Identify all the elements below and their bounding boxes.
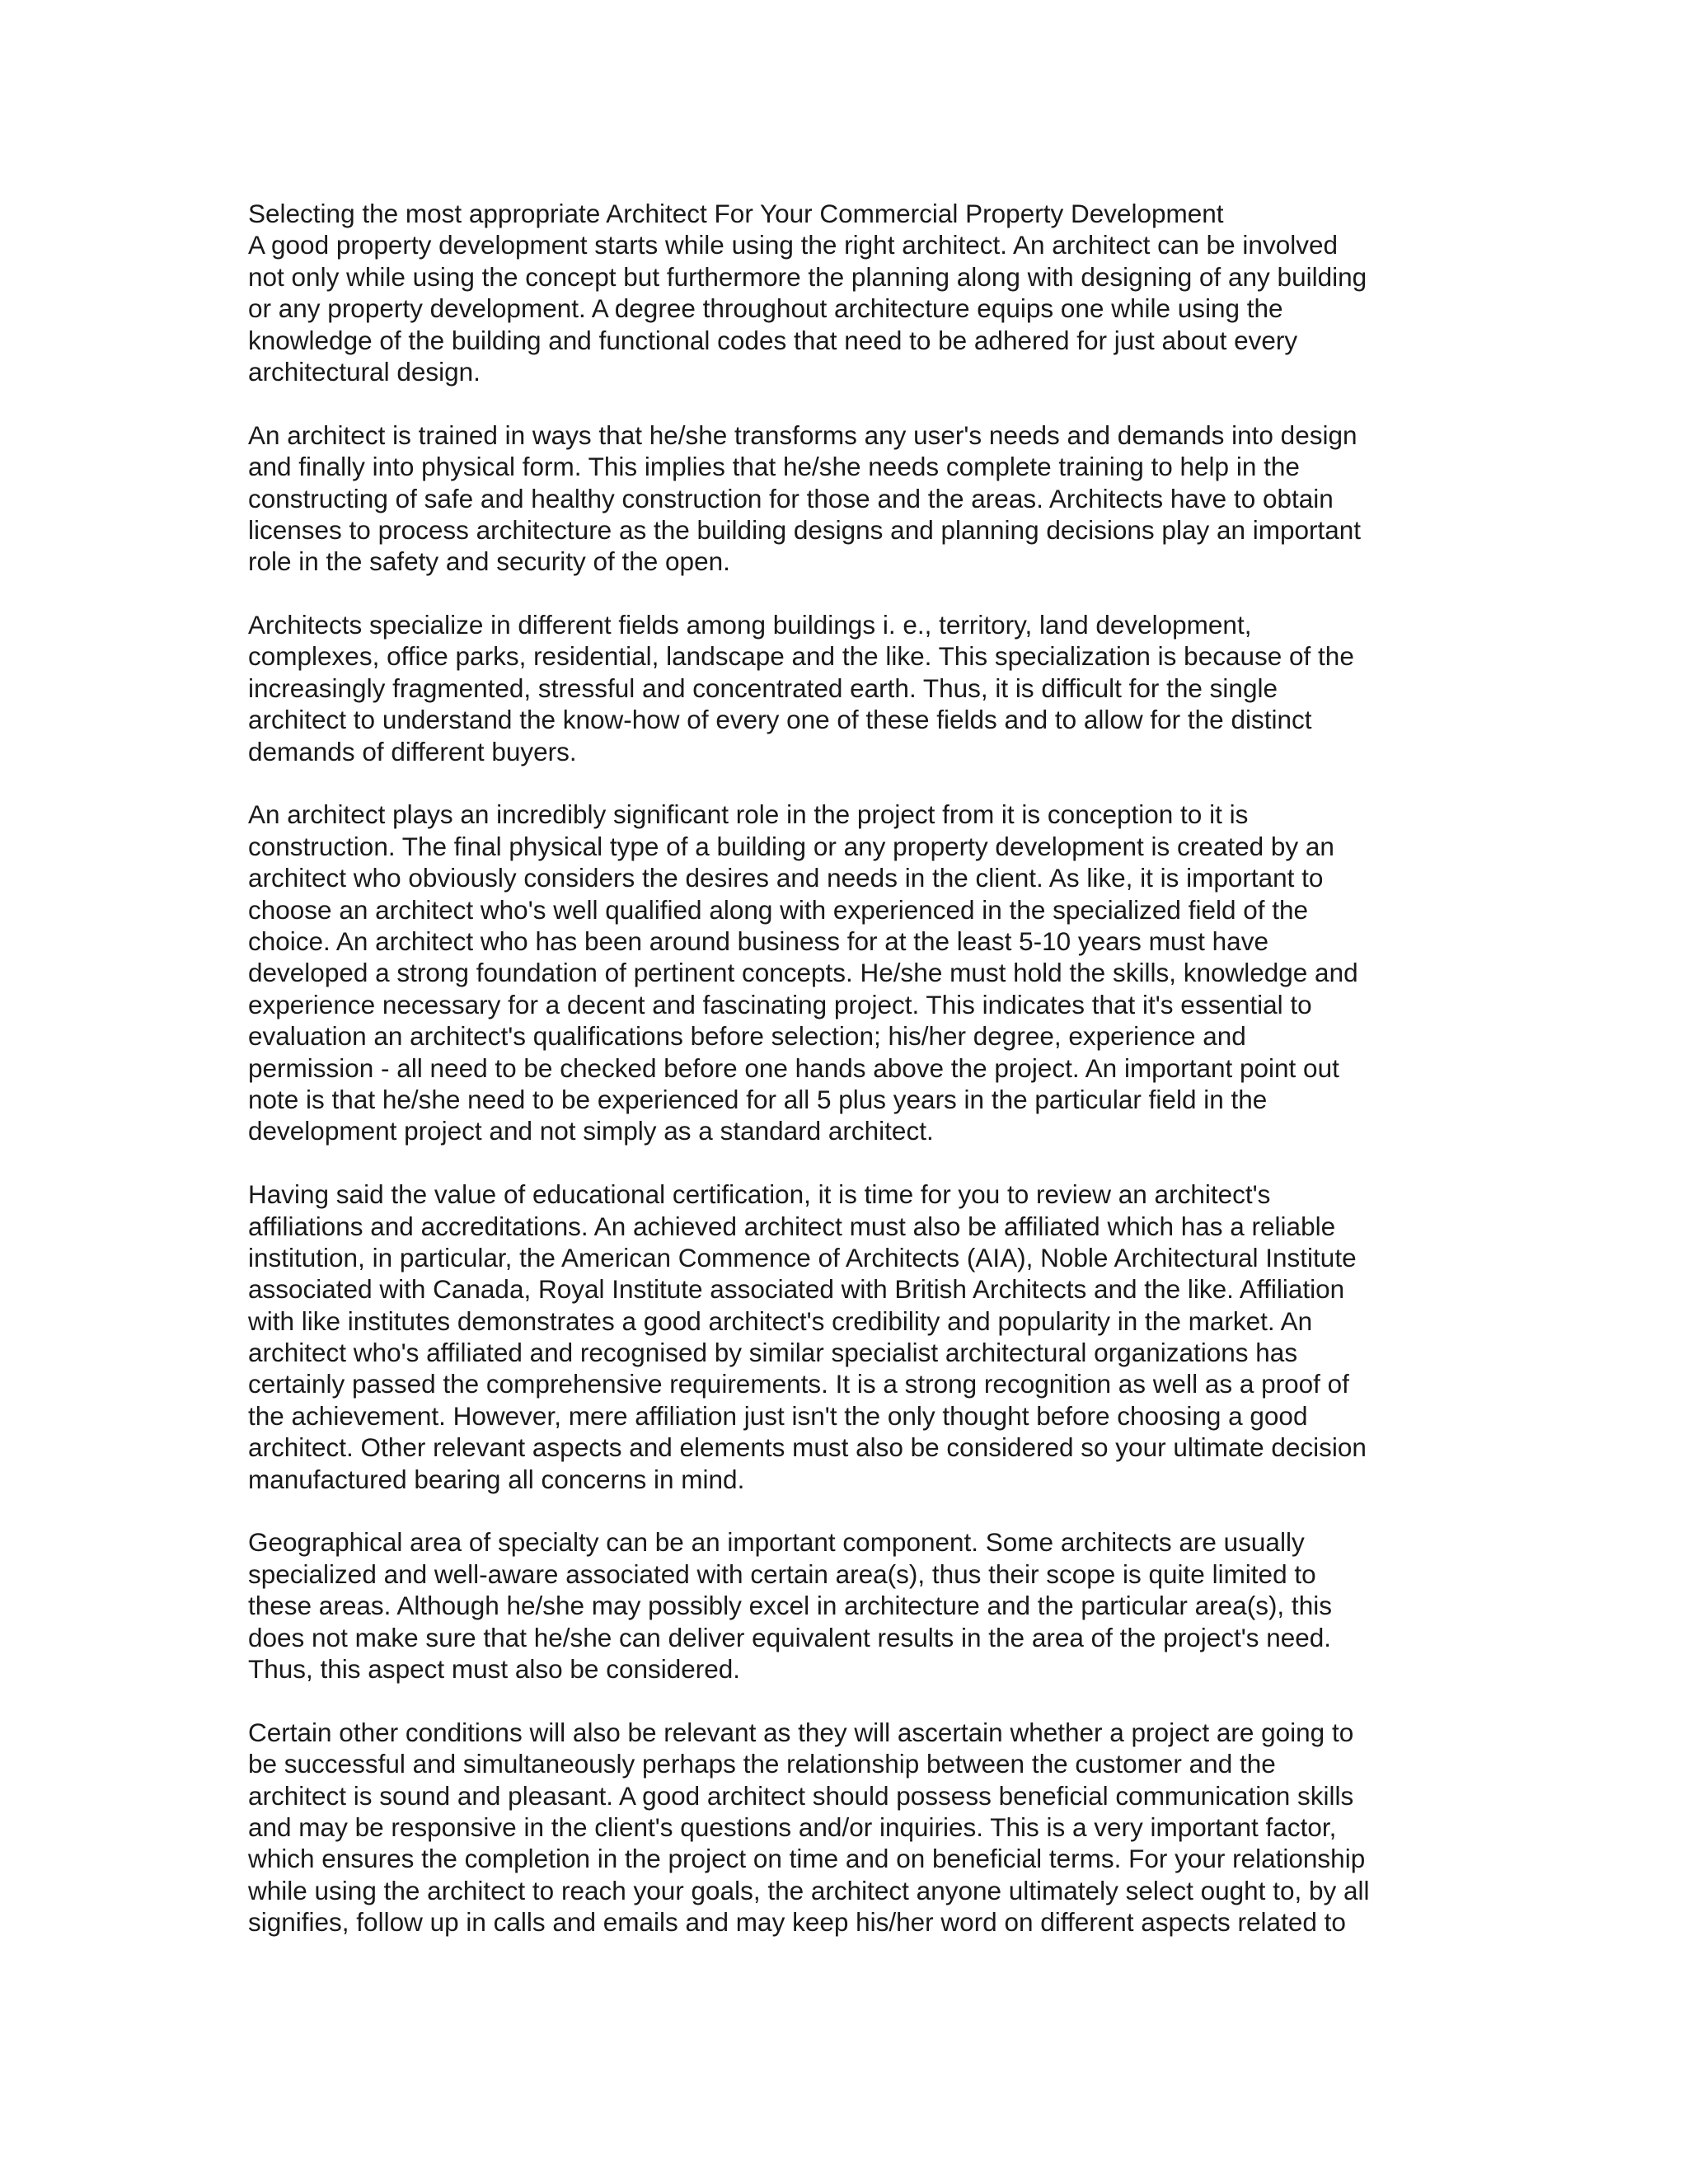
text-line: associated with Canada, Royal Institute associated with British Architects and the like. Affiliation (248, 1274, 1345, 1305)
text-line: choose an architect who's well qualified along with experienced in the specialized field of the (248, 894, 1309, 925)
text-line: architect. Other relevant aspects and elements must also be considered so your ultimate decision (248, 1432, 1367, 1463)
text-line: specialized and well-aware associated with certain area(s), thus their scope is quite limited to (248, 1558, 1316, 1589)
text-line: knowledge of the building and functional codes that need to be adhered for just about every (248, 325, 1298, 355)
text-line: developed a strong foundation of pertinent concepts. He/she must hold the skills, knowledge and (248, 958, 1358, 988)
text-line: signifies, follow up in calls and emails and may keep his/her word on different aspects related to (248, 1907, 1346, 1938)
text-line: role in the safety and security of the open. (248, 546, 730, 577)
paragraph-2 (248, 419, 1451, 578)
text-line: An architect is trained in ways that he/she transforms any user's needs and demands into design (248, 419, 1357, 450)
text-line: while using the architect to reach your goals, the architect anyone ultimately select ought to, by all (248, 1875, 1370, 1905)
document-body (248, 198, 1451, 1938)
document-title: Selecting the most appropriate Architect For Your Commercial Property Development (248, 199, 1224, 228)
text-line: Architects specialize in different fields among buildings i. e., territory, land development, (248, 610, 1252, 640)
paragraph-7 (248, 1717, 1451, 1938)
text-line: development project and not simply as a standard architect. (248, 1116, 934, 1146)
text-line: construction. The final physical type of a building or any property development is created by an (248, 831, 1334, 861)
text-line: or any property development. A degree throughout architecture equips one while using the (248, 293, 1283, 324)
paragraph-3 (248, 609, 1451, 767)
text-line: note is that he/she need to be experienced for all 5 plus years in the particular field in the (248, 1084, 1268, 1114)
paragraph-4 (248, 799, 1451, 1146)
paragraph-6 (248, 1526, 1451, 1685)
text-line: with like institutes demonstrates a good architect's credibility and popularity in the market. An (248, 1305, 1313, 1336)
text-line: architect who obviously considers the desires and needs in the client. As like, it is important to (248, 863, 1324, 893)
text-line: demands of different buyers. (248, 736, 577, 766)
text-line: affiliations and accreditations. An achieved architect must also be affiliated which has a reliable (248, 1211, 1336, 1241)
text-line: Geographical area of specialty can be an important component. Some architects are usually (248, 1527, 1305, 1558)
text-line: licenses to process architecture as the building designs and planning decisions play an important (248, 514, 1362, 545)
text-line: manufactured bearing all concerns in mind. (248, 1464, 745, 1494)
text-line: not only while using the concept but furthermore the planning along with designing of any building (248, 261, 1367, 292)
text-line: and finally into physical form. This implies that he/she needs complete training to help in the (248, 452, 1300, 482)
text-line: A good property development starts while using the right architect. An architect can be involved (248, 230, 1339, 260)
paragraph-5 (248, 1179, 1451, 1495)
text-line: An architect plays an incredibly significant role in the project from it is conception to it is (248, 799, 1249, 830)
text-line: Having said the value of educational certification, it is time for you to review an architect's (248, 1179, 1271, 1210)
text-line: Thus, this aspect must also be considered. (248, 1653, 741, 1684)
text-line: increasingly fragmented, stressful and concentrated earth. Thus, it is difficult for the single (248, 673, 1278, 703)
text-line: permission - all need to be checked before one hands above the project. An important point out (248, 1052, 1339, 1083)
text-line: evaluation an architect's qualifications before selection; his/her degree, experience and (248, 1021, 1246, 1052)
text-line: does not make sure that he/she can deliver equivalent results in the area of the project's need. (248, 1622, 1332, 1652)
text-line: these areas. Although he/she may possibly excel in architecture and the particular area(s), this (248, 1591, 1332, 1621)
text-line: certainly passed the comprehensive requirements. It is a strong recognition as well as a proof of (248, 1369, 1349, 1399)
text-line: Certain other conditions will also be relevant as they will ascertain whether a project are going to (248, 1717, 1354, 1747)
text-line: and may be responsive in the client's questions and/or inquiries. This is a very important factor, (248, 1811, 1337, 1842)
text-line: which ensures the completion in the project on time and on beneficial terms. For your relationship (248, 1844, 1366, 1874)
text-line: architectural design. (248, 356, 481, 387)
text-line: be successful and simultaneously perhaps the relationship between the customer and the (248, 1749, 1276, 1779)
text-line: constructing of safe and healthy construction for those and the areas. Architects have to obtain (248, 483, 1334, 513)
text-line: architect is sound and pleasant. A good architect should possess beneficial communication skills (248, 1780, 1354, 1811)
paragraph-1 (248, 229, 1451, 387)
text-line: institution, in particular, the American Commence of Architects (AIA), Noble Architectural Institute (248, 1242, 1357, 1272)
text-line: complexes, office parks, residential, landscape and the like. This specialization is because of the (248, 641, 1354, 672)
text-line: the achievement. However, mere affiliation just isn't the only thought before choosing a good (248, 1400, 1308, 1431)
text-line: choice. An architect who has been around business for at the least 5-10 years must have (248, 926, 1268, 956)
text-line: experience necessary for a decent and fascinating project. This indicates that it's essential to (248, 989, 1312, 1019)
text-line: architect who's affiliated and recognised by similar specialist architectural organizations has (248, 1338, 1298, 1368)
text-line: architect to understand the know-how of every one of these fields and to allow for the distinct (248, 705, 1312, 735)
